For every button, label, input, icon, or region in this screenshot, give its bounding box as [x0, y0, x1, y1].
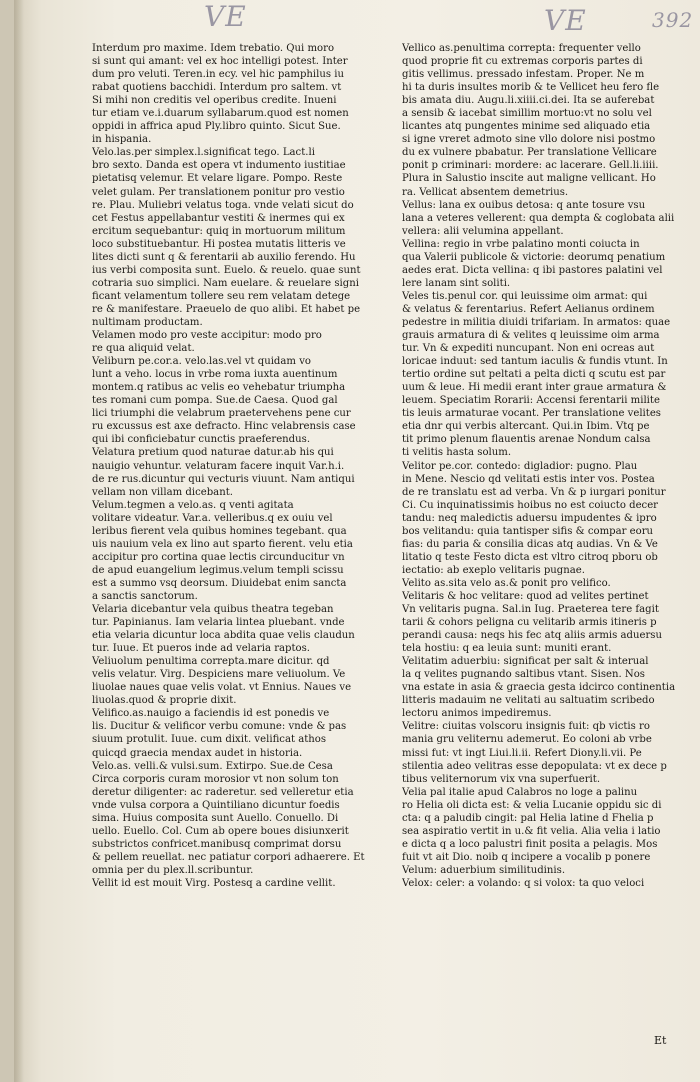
running-head-right: VE: [544, 4, 587, 37]
text-line: velet gulam. Per translationem ponitur pro vestio: [92, 186, 345, 198]
text-line: Vn velitaris pugna. Sal.in Iug. Praeterea tere fagit: [402, 604, 659, 616]
text-line: Velia pal italie apud Calabros no loge a palinu: [402, 786, 638, 798]
text-line: re & manifestare. Praeuelo de quo alibi. Et habet pe: [92, 303, 361, 315]
text-line: Veliuolum penultima correpta.mare dicitur. qd: [92, 656, 330, 668]
text-line: bro sexto. Danda est opera vt indumento iustitiae: [92, 160, 346, 172]
text-line: tur etiam ve.i.duarum syllabarum.quod est nomen: [92, 108, 349, 120]
text-line: tertio ordine sut peltati a pelta dicti q scutu est par: [402, 369, 666, 381]
text-line: re qua aliquid velat.: [92, 343, 195, 355]
text-line: quicqd graecia mendax audet in historia.: [92, 747, 303, 759]
text-line: Vellina: regio in vrbe palatino monti coiucta in: [402, 238, 640, 250]
text-line: Veliburn pe.cor.a. velo.las.vel vt quidam vo: [92, 356, 311, 368]
text-line: missi fut: vt ingt Liui.li.ii. Refert Diony.li.vii. Pe: [402, 747, 642, 759]
text-line: ponit p criminari: mordere: ac lacerare. Gell.li.iiii.: [402, 160, 659, 172]
text-line: licantes atq pungentes minime sed aliquado etia: [402, 121, 651, 133]
text-line: lere lanam sint soliti.: [402, 277, 511, 289]
text-line: omnia per du plex.ll.scribuntur.: [92, 864, 254, 876]
text-line: montem.q ratibus ac velis eo vehebatur triumpha: [92, 382, 346, 394]
text-line: mania gru veliternu ademerut. Eo coloni ab vrbe: [402, 734, 652, 746]
text-line: liuolas.quod & proprie dixit.: [92, 695, 237, 707]
text-line: Velitaris & hoc velitare: quod ad velites pertinet: [402, 590, 649, 602]
text-line: Velatura pretium quod naturae datur.ab his qui: [92, 447, 334, 459]
text-line: ius verbi composita sunt. Euelo. & reuelo. quae sunt: [92, 264, 361, 276]
text-line: volitare videatur. Var.a. velleribus.q ex ouiu vel: [92, 512, 333, 524]
text-line: aedes erat. Dicta vellina: q ibi pastores palatini vel: [402, 264, 663, 276]
text-line: Velifico.as.nauigo a faciendis id est ponedis ve: [92, 708, 330, 720]
text-line: re. Plau. Muliebri velatus toga. vnde velati sicut do: [92, 199, 354, 211]
text-line: uum & leue. Hi medii erant inter graue armatura &: [402, 382, 667, 394]
text-line: tela hostiu: q ea leuia sunt: muniti erant.: [402, 643, 612, 655]
text-line: tarii & cohors peligna cu velitarib armis itineris p: [402, 617, 657, 629]
text-line: tit primo plenum flauentis arenae Nondum calsa: [402, 434, 651, 446]
text-line: de apud euangelium legimus.velum templi scissu: [92, 564, 344, 576]
text-line: lis. Ducitur & velificor verbu comune: vnde & pas: [92, 721, 347, 733]
text-line: bis amata diu. Augu.li.xiiii.ci.dei. Ita se auferebat: [402, 95, 655, 107]
text-line: tur. Papinianus. Iam velaria lintea pluebant. vnde: [92, 617, 345, 629]
text-line: qua Valerii publicole & victorie: deorumq penatium: [402, 251, 666, 263]
text-line: Velitor pe.cor. contedo: digladior: pugno. Plau: [402, 460, 638, 472]
text-line: leribus fierent vela quibus homines tegebant. qua: [92, 525, 347, 537]
text-line: Velo.as. velli.& vulsi.sum. Extirpo. Sue.de Cesa: [92, 760, 333, 772]
text-line: Velo.las.per simplex.l.significat tego. Lact.li: [92, 147, 315, 159]
text-line: Velitatim aduerbiu: significat per salt & interual: [402, 656, 649, 668]
text-line: pietatisq velemur. Et velare ligare. Pompo. Reste: [92, 173, 343, 185]
text-line: vellam non villam dicebant.: [92, 486, 233, 498]
text-line: Velamen modo pro veste accipitur: modo pro: [92, 330, 322, 342]
text-line: litteris madauim ne velitati au saltuatim scribedo: [402, 695, 655, 707]
text-line: Velaria dicebantur vela quibus theatra tegeban: [92, 604, 334, 616]
text-line: sea aspiratio vertit in u.& fit velia. Alia velia i latio: [402, 825, 661, 837]
text-line: Si mihi non creditis vel operibus credite. Inueni: [92, 95, 337, 107]
text-line: Interdum pro maxime. Idem trebatio. Qui moro: [92, 43, 335, 54]
text-line: etia velaria dicuntur loca abdita quae velis claudun: [92, 630, 355, 642]
text-line: accipitur pro cortina quae lectis circunducitur vn: [92, 551, 345, 563]
right-text-column: [402, 42, 692, 890]
text-line: rabat quotiens bacchidi. Interdum pro saltem. vt: [92, 82, 342, 94]
text-line: Vellico as.penultima correpta: frequenter vello: [402, 43, 641, 54]
text-line: perandi causa: neqs his fec atq aliis armis aduersu: [402, 630, 662, 642]
text-line: si igne vreret admoto sine vllo dolore nisi postmo: [402, 134, 656, 146]
folio-number: 392: [652, 8, 694, 32]
text-line: la q velites pugnando saltibus vtant. Sisen. Nos: [402, 669, 645, 681]
text-line: vna estate in asia & graecia gesta idcirco continentia: [402, 682, 676, 694]
text-line: velis velatur. Virg. Despiciens mare veliuolum. Ve: [92, 669, 346, 681]
text-line: gitis vellimus. pressado infestam. Proper. Ne m: [402, 69, 645, 81]
text-line: in hispania.: [92, 134, 152, 146]
text-line: ercitum sequebantur: quiq in mortuorum militum: [92, 225, 346, 237]
text-line: iectatio: ab exeplo velitaris pugnae.: [402, 564, 585, 576]
running-head-left: VE: [204, 0, 247, 33]
text-line: leuem. Speciatim Rorarii: Accensi ferentarii milite: [402, 395, 660, 407]
text-line: Velitre: ciuitas volscoru insignis fuit: qb victis ro: [402, 721, 650, 733]
text-line: deretur diligenter: ac raderetur. sed velleretur etia: [92, 786, 354, 798]
text-line: est a summo vsq deorsum. Diuidebat enim sancta: [92, 577, 347, 589]
text-line: stilentia adeo velitras esse depopulata: vt ex dece p: [402, 760, 667, 772]
text-line: oppidi in affrica apud Ply.libro quinto. Sicut Sue.: [92, 121, 341, 133]
text-line: ti velitis hasta solum.: [402, 447, 512, 459]
text-line: Circa corporis curam morosior vt non solum ton: [92, 773, 339, 785]
text-line: nultimam productam.: [92, 316, 203, 328]
text-line: lites dicti sunt q & ferentarii ab auxilio ferendo. Hu: [92, 251, 356, 263]
text-line: ro Helia oli dicta est: & velia Lucanie oppidu sic di: [402, 799, 662, 811]
text-line: ficant velamentum tollere seu rem velatam detege: [92, 290, 351, 302]
text-line: substrictos confricet.manibusq comprimat dorsu: [92, 838, 342, 850]
text-line: uis nauium vela ex lino aut sparto fierent. velu etia: [92, 538, 353, 550]
text-line: Veles tis.penul cor. qui leuissime oim armat: qui: [402, 290, 648, 302]
text-line: Velum: aduerbium similitudinis.: [402, 864, 566, 876]
text-line: tur. Vn & expediti nuncupant. Non eni ocreas aut: [402, 343, 655, 355]
text-line: nauigio vehuntur. velaturam facere inquit Var.h.i.: [92, 460, 345, 472]
catchword: Et: [654, 1034, 667, 1047]
text-line: liuolae naues quae velis volat. vt Ennius. Naues ve: [92, 682, 352, 694]
text-line: vellera: alii velumina appellant.: [402, 225, 564, 237]
text-line: tis leuis armaturae vocant. Per translatione velites: [402, 408, 661, 420]
text-line: Plura in Salustio inscite aut maligne vellicant. Ho: [402, 173, 656, 185]
text-line: cet Festus appellabantur vestiti & inermes qui ex: [92, 212, 345, 224]
left-text-column: [92, 42, 378, 890]
text-line: hi ta duris insultes morib & te Vellicet heu fero fle: [402, 82, 660, 94]
text-line: ra. Vellicat absentem demetrius.: [402, 186, 569, 198]
text-line: & velatus & ferentarius. Refert Aelianus ordinem: [402, 303, 655, 315]
text-line: Velox: celer: a volando: q si volox: ta quo veloci: [402, 878, 645, 889]
text-line: siuum protulit. Iuue. cum dixit. velificat athos: [92, 734, 327, 746]
text-line: quod proprie fit cu extremas corporis partes di: [402, 56, 643, 68]
text-line: qui ibi conficiebatur cunctis praeferendus.: [92, 434, 311, 446]
text-line: uello. Euello. Col. Cum ab opere boues disiunxerit: [92, 825, 349, 837]
text-line: ru excussus est axe defracto. Hinc velabrensis case: [92, 421, 356, 433]
text-line: du ex vulnere pbabatur. Per translatione Vellicare: [402, 147, 657, 159]
text-line: & pellem reuellat. nec patiatur corpori adhaerere. Et: [92, 851, 365, 863]
text-line: fias: du paria & consilia dicas atq audias. Vn & Ve: [402, 538, 658, 550]
text-line: tibus veliternorum vix vna superfuerit.: [402, 773, 601, 785]
page-header: [14, 2, 700, 36]
text-line: pedestre in militia diuidi trifariam. In armatos: quae: [402, 316, 671, 328]
text-line: bos velitandu: quia tantisper sifis & compar eoru: [402, 525, 654, 537]
text-line: de re rus.dicuntur qui vecturis viuunt. Nam antiqui: [92, 473, 355, 485]
text-line: Velum.tegmen a velo.as. q venti agitata: [92, 499, 294, 511]
text-line: grauis armatura di & velites q leuissime oim arma: [402, 330, 660, 342]
text-line: tandu: neq maledictis aduersu impudentes & ipro: [402, 512, 657, 524]
text-line: in Mene. Nescio qd velitati estis inter vos. Postea: [402, 473, 655, 485]
text-line: si sunt qui amant: vel ex hoc intelligi potest. Inter: [92, 56, 348, 68]
text-line: lana a veteres vellerent: qua dempta & coglobata alii: [402, 212, 675, 224]
text-line: tes romani cum pompa. Sue.de Caesa. Quod gal: [92, 395, 338, 407]
text-line: dum pro veluti. Teren.in ecy. vel hic pamphilus iu: [92, 69, 344, 81]
text-line: Velito as.sita velo as.& ponit pro velifico.: [402, 577, 611, 589]
text-line: sima. Huius composita sunt Auello. Conuello. Di: [92, 812, 339, 824]
text-line: loricae induut: sed tantum iaculis & fundis vtunt. In: [402, 356, 668, 368]
text-line: litatio q teste Festo dicta est vltro citroq pboru ob: [402, 551, 658, 563]
text-line: Vellit id est mouit Virg. Postesq a cardine vellit.: [92, 878, 336, 889]
text-line: lectoru animos impediremus.: [402, 708, 552, 720]
text-line: a sanctis sanctorum.: [92, 590, 198, 602]
text-line: etia dnr qui verbis altercant. Qui.in Ibim. Vtq pe: [402, 421, 650, 433]
text-line: loco substituebantur. Hi postea mutatis litteris ve: [92, 238, 346, 250]
text-line: lunt a veho. locus in vrbe roma iuxta auentinum: [92, 369, 338, 381]
text-line: de re translatu est ad verba. Vn & p iurgari ponitur: [402, 486, 666, 498]
text-line: a sensib & iacebat simillim mortuo:vt no solu vel: [402, 108, 652, 120]
text-line: vnde vulsa corpora a Quintiliano dicuntur foedis: [92, 799, 340, 811]
text-line: Vellus: lana ex ouibus detosa: q ante tosure vsu: [402, 199, 646, 211]
text-line: cotraria suo simplici. Nam euelare. & reuelare signi: [92, 277, 359, 289]
text-line: lici triumphi die velabrum praetervehens pene cur: [92, 408, 351, 420]
manuscript-page: [14, 0, 700, 1082]
text-line: cta: q a paludib cingit: pal Helia latine d Fhelia p: [402, 812, 654, 824]
text-line: e dicta q a loco palustri finit posita a pelagis. Mos: [402, 838, 658, 850]
text-line: Ci. Cu inquinatissimis hoibus no est coiucto decer: [402, 499, 659, 511]
text-line: tur. Iuue. Et pueros inde ad velaria raptos.: [92, 643, 311, 655]
text-line: fuit vt ait Dio. noib q incipere a vocalib p ponere: [402, 851, 651, 863]
